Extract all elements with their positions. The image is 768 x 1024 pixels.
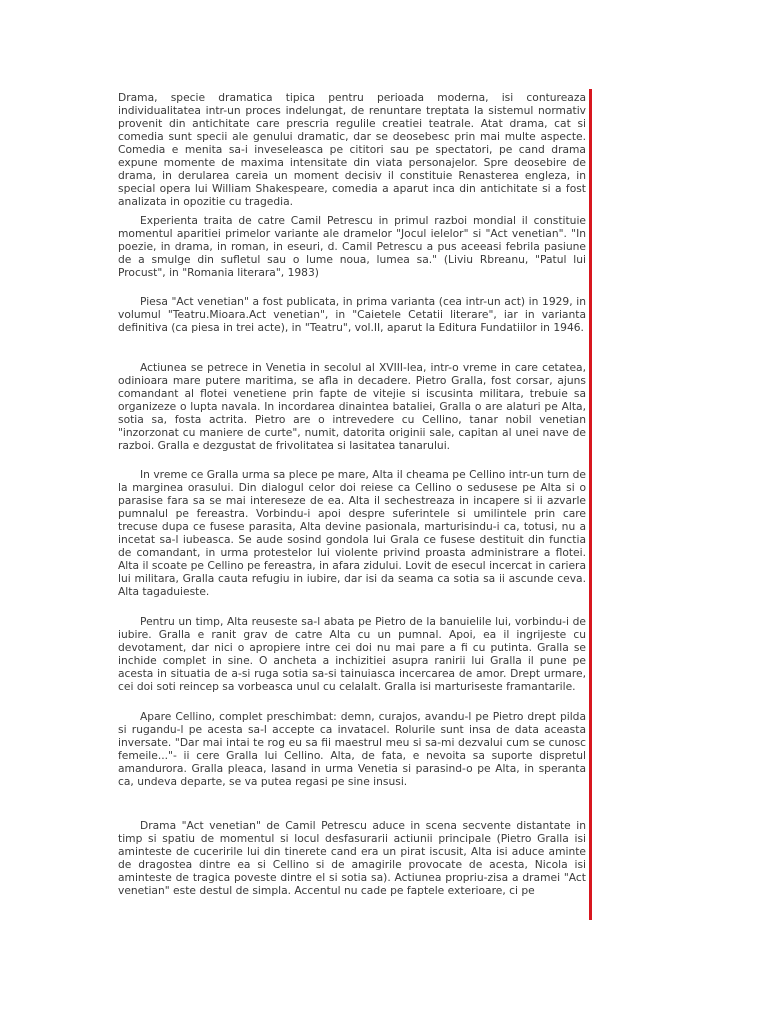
paragraph-tower-scene: In vreme ce Gralla urma sa plece pe mare, Alta il cheama pe Cellino intr-un turn de la marginea orasului. Din dialogul celor doi reiese ca Cellino o sedusese pe Alta si o parasise fara sa se mai intereseze de ea. Alta il sechestreaza in incapere si ii azvarle pumnalul pe fereastra. Vorbindu-i apoi despre suferintele si umilintele prin care trecuse dupa ce fusese parasita, Alta devine pasionala, marturisindu-i ca, totusi, nu a incetat sa-l iubeasca. Se aude sosind gondola lui Grala ce fusese destituit din functia de comandant, in urma protestelor lui violente privind proasta administrare a flotei. Alta il scoate pe Cellino pe fereastra, in afara zidului. Lovit de esecul incercat in cariera lui militara, Gralla cauta refugiu in iubire, dar isi da seama ca sotia sa ii ascunde ceva. Alta tagaduieste. <box>118 468 586 598</box>
margin-rule <box>589 89 592 920</box>
paragraph-analysis: Drama "Act venetian" de Camil Petrescu aduce in scena secvente distantate in timp si spatiu de momentul si locul desfasurarii actiunii principale (Pietro Gralla isi aminteste de cuceririle lui din tinerete cand era un pirat iscusit, Alta isi aduce aminte de dragostea dintre ea si Cellino si de amagirile provocate de acesta, Nicola isi aminteste de tragica poveste dintre el si sotia sa). Actiunea propriu-zisa a dramei "Act venetian" este destul de simpla. Accentul nu cade pe faptele exterioare, ci pe <box>118 819 586 897</box>
paragraph-publication: Piesa "Act venetian" a fost publicata, in prima varianta (cea intr-un act) in 1929, in volumul "Teatru.Mioara.Act venetian", in "Caietele Cetatii literare", iar in varianta definitiva (ca piesa in trei acte), in "Teatru", vol.II, aparut la Editura Fundatiilor in 1946. <box>118 295 586 334</box>
paragraph-cellino-returns: Apare Cellino, complet preschimbat: demn, curajos, avandu-l pe Pietro drept pilda si rugandu-l pe acesta sa-l accepte ca invatacel. Rolurile sunt insa de data aceasta inversate. "Dar mai intai te rog eu sa fii maestrul meu si sa-mi dezvalui cum se cunosc femeile..."- ii cere Gralla lui Cellino. Alta, de fata, e nevoita sa suporte dispretul amandurora. Gralla pleaca, lasand in urma Venetia si parasind-o pe Alta, in speranta ca, undeva departe, se va putea regasi pe sine insusi. <box>118 710 586 788</box>
paragraph-experience: Experienta traita de catre Camil Petrescu in primul razboi mondial il constituie momentul aparitiei primelor variante ale dramelor "Jocul ielelor" si "Act venetian". "In poezie, in drama, in roman, in eseuri, d. Camil Petrescu a pus aceeasi febrila pasiune de a smulge din sufletul sau o lume noua, lumea sa." (Liviu Rbreanu, "Patul lui Procust", in "Romania literara", 1983) <box>118 214 586 279</box>
paragraph-intro: Drama, specie dramatica tipica pentru perioada moderna, isi contureaza individualitatea intr-un proces indelungat, de renuntare treptata la sistemul normativ provenit din antichitate care prescria regulile creatiei teatrale. Atat drama, cat si comedia sunt specii ale genului dramatic, dar se deosebesc prin mai multe aspecte. Comedia e menita sa-i inveseleasca pe cititori sau pe spectatori, pe cand drama expune momente de maxima intensitate din viata personajelor. Spre deosebire de drama, in derularea careia un moment decisiv il constituie Renasterea engleza, in special opera lui William Shakespeare, comedia a aparut inca din antichitate si a fost analizata in opozitie cu tragedia. <box>118 91 586 208</box>
paragraph-setting: Actiunea se petrece in Venetia in secolul al XVIII-lea, intr-o vreme in care cetatea, odinioara mare putere maritima, se afla in decadere. Pietro Gralla, fost corsar, ajuns comandant al flotei venetiene prin fapte de vitejie si iscusinta militara, trebuie sa organizeze o lupta navala. In incordarea dinaintea bataliei, Gralla o are alaturi pe Alta, sotia sa, fosta actrita. Pietro are o intrevedere cu Cellino, tanar nobil venetian "inzorzonat cu maniere de curte", numit, datorita originii sale, capitan al unei nave de razboi. Gralla e dezgustat de frivolitatea si lasitatea tanarului. <box>118 361 586 452</box>
paragraph-wounding: Pentru un timp, Alta reuseste sa-l abata pe Pietro de la banuielile lui, vorbindu-i de iubire. Gralla e ranit grav de catre Alta cu un pumnal. Apoi, ea il ingrijeste cu devotament, dar nici o apropiere intre cei doi nu mai pare a fi cu putinta. Gralla se inchide complet in sine. O ancheta a inchizitiei asupra ranirii lui Gralla il pune pe acesta in situatia de a-si ruga sotia sa-si tainuiasca incercarea de amor. Drept urmare, cei doi soti reincep sa vorbeasca unul cu celalalt. Gralla isi marturiseste framantarile. <box>118 615 586 693</box>
document-body <box>118 91 586 899</box>
